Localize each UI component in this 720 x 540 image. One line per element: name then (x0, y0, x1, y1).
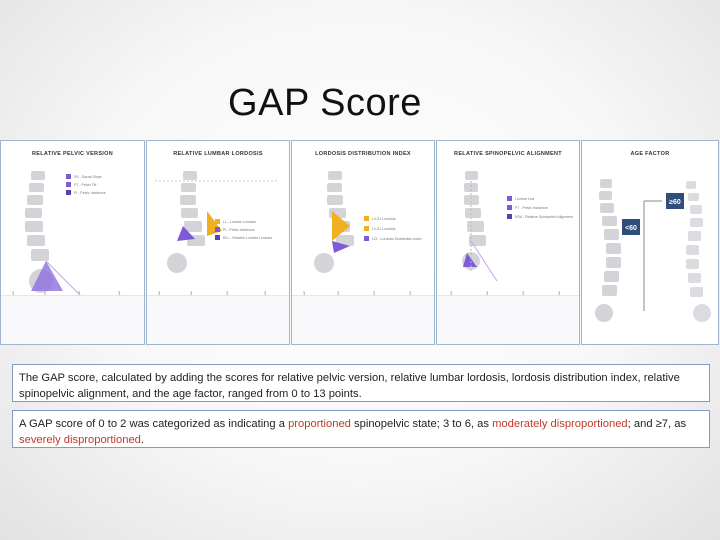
legend-label: PI - Pelvic Incidence (223, 228, 255, 232)
panel-footer (292, 295, 434, 344)
legend-label: SS - Sacral Slope (74, 175, 102, 179)
figure-panels (0, 140, 720, 345)
age-low-badge: <60 (625, 225, 637, 232)
caption-gap-definition (12, 364, 710, 402)
legend-label: RSA - Relative Spinopelvic Alignment (515, 215, 573, 219)
legend-label: PT - Pelvic Tilt (74, 183, 97, 187)
panel-title: RELATIVE PELVIC VERSION (32, 151, 113, 157)
term-moderately-disproportioned: moderately disproportioned (492, 418, 628, 430)
spine-illustration (582, 141, 719, 345)
age-high-badge: ≥60 (669, 199, 681, 206)
panel-footer (1, 295, 144, 344)
caption-text: The GAP score, calculated by adding the scores for relative pelvic version, relative lumbar lordosis, lordosis distribution index, relative spinopelvic alignment, and the age factor, ranged from 0 to 13 points. (19, 372, 680, 400)
panel-relative-lumbar-lordosis (146, 140, 290, 345)
legend-label: RLL - Relative Lumbar Lordosis (223, 236, 273, 240)
slide-title: GAP Score (228, 82, 422, 124)
panel-footer (147, 295, 289, 344)
caption-text: . (140, 434, 144, 446)
legend-label: LDI - Lordosis Distribution Index (372, 237, 422, 241)
legend-label: Lumbar Line (515, 197, 535, 201)
panel-title: RELATIVE LUMBAR LORDOSIS (173, 151, 263, 157)
caption-text: A GAP score of 0 to 2 was categorized as indicating a (19, 418, 289, 430)
legend-label: PI - Pelvic Incidence (74, 191, 106, 195)
legend-label: L4-S1 Lordosis (372, 217, 396, 221)
panel-lordosis-distribution-index (291, 140, 435, 345)
panel-relative-pelvic-version (0, 140, 145, 345)
caption-text: spinopelvic state; 3 to 6, as (350, 418, 493, 430)
panel-title: LORDOSIS DISTRIBUTION INDEX (315, 151, 411, 157)
panel-footer (437, 295, 579, 344)
legend-label: LL - Lumbar Lordosis (223, 220, 256, 224)
legend-label: L1-S1 Lordosis (372, 227, 396, 231)
term-severely-disproportioned: severely disproportioned (19, 434, 141, 446)
panel-relative-spinopelvic-alignment (436, 140, 580, 345)
panel-title: RELATIVE SPINOPELVIC ALIGNMENT (454, 151, 562, 157)
caption-gap-categories (12, 410, 710, 448)
legend-label: PT - Pelvic Incidence (515, 206, 548, 210)
caption-text: ; and ≥7, as (627, 418, 687, 430)
panel-title: AGE FACTOR (630, 151, 670, 157)
term-proportioned: proportioned (288, 418, 351, 430)
panel-age-factor (581, 140, 719, 345)
